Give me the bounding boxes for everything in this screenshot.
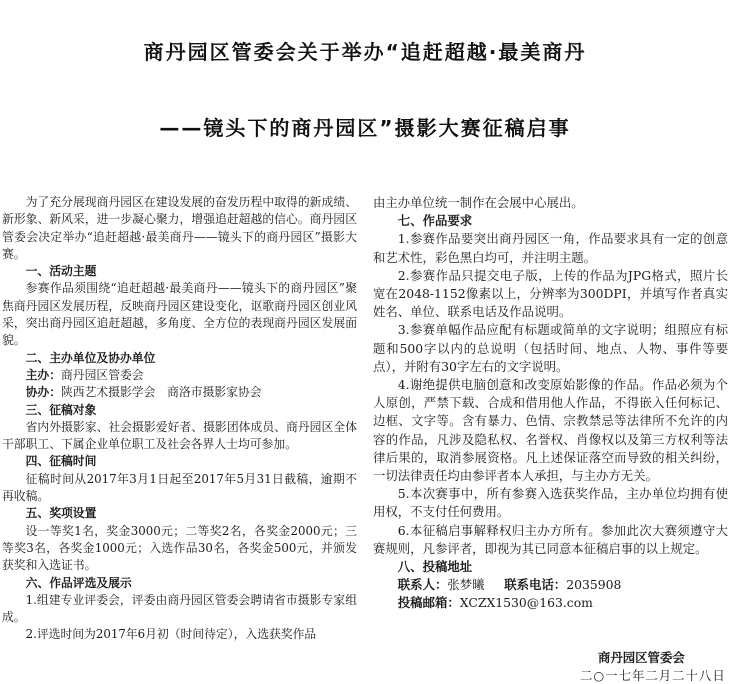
host-label: 主办： [25, 367, 61, 382]
section-heading-requirements: 七、作品要求 [397, 213, 473, 229]
section-heading-period: 四、征稿时间 [25, 454, 97, 469]
section-heading-participants: 三、征稿对象 [25, 402, 97, 417]
section-heading-theme: 一、活动主题 [25, 264, 97, 279]
awards-paragraph: 设一等奖1名，奖金3000元；二等奖2名，各奖金2000元；三等奖3名，各奖金1000元；入选作品30名，各奖金500元，并颁发获奖和入选证书。 [2, 523, 357, 573]
contact-label: 联系人： [397, 577, 448, 593]
right-column [373, 194, 728, 613]
judging-paragraph-2: 2.评选时间为2017年6月初（时间待定），入选获奖作品 [25, 627, 317, 642]
requirement-4: 4.谢绝提供电脑创意和改变原始影像的作品。作品必须为个人原创，严禁下载、合成和借用他人作品，不得嵌入任何标记、边框、文字等。含有暴力、色情、宗教禁忌等法律所不允许的内容的作品，凡涉及隐私权、名誉权、肖像权以及第三方权利等法律后果的，取消参展资格。凡上述保证落空而导致的相关纠纷，一切法律责任均由参评者本人承担，与主办方无关。 [373, 377, 728, 484]
email-value: XCZX1530@163.com [459, 595, 593, 611]
email-label: 投稿邮箱： [397, 595, 460, 611]
section-heading-awards: 五、奖项设置 [25, 506, 97, 521]
headline-line-1: 商丹园区管委会关于举办“追赶超越·最美商丹 [143, 40, 587, 64]
headline-line-2: ——镜头下的商丹园区”摄影大赛征稿启事 [159, 116, 571, 140]
email-line [373, 594, 728, 612]
participants-paragraph: 省内外摄影家、社会摄影爱好者、摄影团体成员、商丹园区全体干部职工、下属企业单位职工及社会各界人士均可参加。 [2, 419, 357, 452]
theme-paragraph: 参赛作品须围绕“追赶超越·最美商丹——镜头下的商丹园区”聚焦商丹园区发展历程，反映商丹园区建设变化，讴歌商丹园区创业风采，突出商丹园区追赶超越，多角度、全方位的表现商丹园区发展面貌。 [2, 281, 357, 348]
judging-paragraph-1: 1.组建专业评委会，评委由商丹园区管委会聘请省市摄影专家组成。 [2, 592, 357, 625]
requirement-1: 1.参赛作品要突出商丹园区一角，作品要求具有一定的创意和艺术性，彩色黑白均可，并注明主题。 [373, 231, 728, 265]
host-value: 商丹园区管委会 [61, 367, 144, 382]
section-heading-judging: 六、作品评选及展示 [25, 575, 132, 590]
host-line [2, 367, 357, 384]
signature-organization: 商丹园区管委会 [598, 650, 685, 665]
contact-line [373, 576, 728, 594]
phone-label: 联系电话： [504, 577, 567, 593]
phone-value: 2035908 [566, 577, 622, 593]
section-heading-organizers: 二、主办单位及协办单位 [25, 350, 156, 365]
signature-date: 二○一七年二月二十八日 [580, 668, 726, 683]
contact-value: 张梦曦 [447, 577, 485, 593]
co-organizer-value: 陕西艺术摄影学会 商洛市摄影家协会 [61, 385, 262, 400]
co-organizer-label: 协办： [25, 385, 61, 400]
requirement-6: 6.本征稿启事解释权归主办方所有。参加此次大赛须遵守大赛规则，凡参评者，即视为其已同意本征稿启事的以上规定。 [373, 522, 728, 556]
requirement-3: 3.参赛单幅作品应配有标题或简单的文字说明；组照应有标题和500字以内的总说明（包括时间、地点、人物、事件等要点），并附有30字左右的文字说明。 [373, 322, 728, 374]
requirement-2: 2.参赛作品只提交电子版，上传的作品为JPG格式，照片长宽在2048-1152像素以上，分辨率为300DPI，并填写作者真实姓名、单位、联系电话及作品说明。 [373, 267, 728, 320]
section-heading-submission: 八、投稿地址 [397, 559, 473, 575]
judging-continuation: 由主办单位统一制作在会展中心展出。 [373, 195, 584, 210]
period-paragraph: 征稿时间从2017年3月1日起至2017年5月31日截稿，逾期不再收稿。 [2, 471, 357, 504]
co-organizer-line [2, 384, 357, 401]
requirement-5: 5.本次赛事中，所有参赛入选获奖作品，主办单位均拥有使用权，不支付任何费用。 [373, 486, 728, 520]
intro-paragraph: 为了充分展现商丹园区在建设发展的奋发历程中取得的新成绩、新形象、新风采，进一步凝心聚力，增强追赶超越的信心。商丹园区管委会决定举办“追赶超越·最美商丹——镜头下的商丹园区”摄影大赛。 [2, 195, 357, 261]
left-column [2, 194, 357, 644]
